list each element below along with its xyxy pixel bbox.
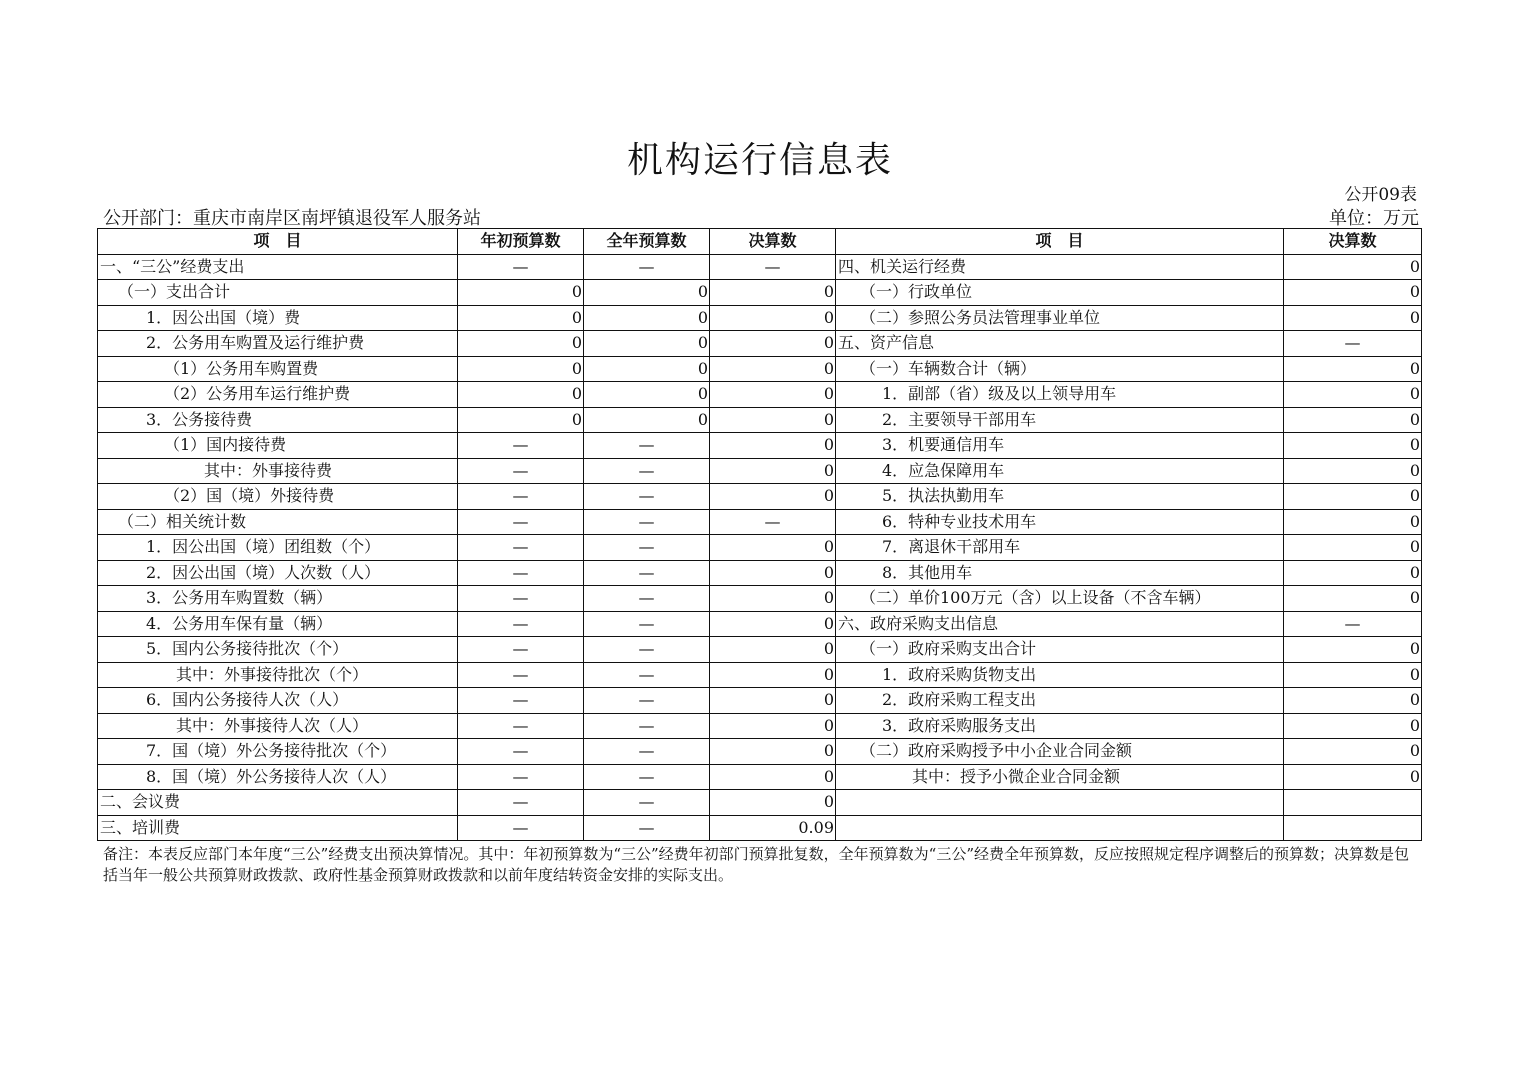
final-cell: 0 <box>710 739 836 765</box>
final-cell: 0 <box>710 790 836 816</box>
left-item-cell: （一）支出合计 <box>98 280 458 306</box>
final-cell: — <box>710 254 836 280</box>
right-item-cell: 3．政府采购服务支出 <box>836 713 1284 739</box>
left-item-cell: （1）公务用车购置费 <box>98 356 458 382</box>
left-item-cell: 7．国（境）外公务接待批次（个） <box>98 739 458 765</box>
table-row <box>98 662 1422 688</box>
table-row <box>98 331 1422 357</box>
initial-budget-cell: — <box>458 254 584 280</box>
full-budget-cell: — <box>584 254 710 280</box>
left-item-cell: 二、会议费 <box>98 790 458 816</box>
full-budget-cell: — <box>584 637 710 663</box>
final-cell: 0 <box>710 331 836 357</box>
left-item-cell: 三、培训费 <box>98 815 458 841</box>
initial-budget-cell: — <box>458 458 584 484</box>
header-right-final: 决算数 <box>1284 229 1422 255</box>
table-row <box>98 790 1422 816</box>
table-row <box>98 815 1422 841</box>
left-item-cell: 4．公务用车保有量（辆） <box>98 611 458 637</box>
page-title: 机构运行信息表 <box>626 140 893 181</box>
final-cell: 0 <box>710 280 836 306</box>
table-row <box>98 535 1422 561</box>
right-final-cell: 0 <box>1284 637 1422 663</box>
left-item-cell: 1．因公出国（境）费 <box>98 305 458 331</box>
initial-budget-cell: 0 <box>458 331 584 357</box>
table-row <box>98 637 1422 663</box>
initial-budget-cell: — <box>458 764 584 790</box>
initial-budget-cell: — <box>458 662 584 688</box>
initial-budget-cell: — <box>458 535 584 561</box>
right-item-cell: 1．副部（省）级及以上领导用车 <box>836 382 1284 408</box>
table-row <box>98 713 1422 739</box>
right-final-cell: 0 <box>1284 560 1422 586</box>
initial-budget-cell: — <box>458 688 584 714</box>
left-item-cell: 2．公务用车购置及运行维护费 <box>98 331 458 357</box>
full-budget-cell: — <box>584 815 710 841</box>
full-budget-cell: — <box>584 433 710 459</box>
right-final-cell: 0 <box>1284 458 1422 484</box>
full-budget-cell: 0 <box>584 382 710 408</box>
right-final-cell: 0 <box>1284 305 1422 331</box>
left-item-cell: 3．公务用车购置数（辆） <box>98 586 458 612</box>
right-item-cell: 其中：授予小微企业合同金额 <box>836 764 1284 790</box>
full-budget-cell: — <box>584 560 710 586</box>
initial-budget-cell: 0 <box>458 382 584 408</box>
right-final-cell: 0 <box>1284 254 1422 280</box>
right-item-cell: 1．政府采购货物支出 <box>836 662 1284 688</box>
right-final-cell: — <box>1284 611 1422 637</box>
right-item-cell: 五、资产信息 <box>836 331 1284 357</box>
final-cell: 0 <box>710 458 836 484</box>
right-item-cell <box>836 790 1284 816</box>
right-item-cell <box>836 815 1284 841</box>
right-final-cell: 0 <box>1284 509 1422 535</box>
info-table <box>97 228 1422 841</box>
initial-budget-cell: — <box>458 790 584 816</box>
right-final-cell: 0 <box>1284 739 1422 765</box>
table-row <box>98 739 1422 765</box>
left-item-cell: 2．因公出国（境）人次数（人） <box>98 560 458 586</box>
initial-budget-cell: — <box>458 560 584 586</box>
header-left-item: 项 目 <box>98 229 458 255</box>
final-cell: 0 <box>710 382 836 408</box>
left-item-cell: 1．因公出国（境）团组数（个） <box>98 535 458 561</box>
final-cell: 0 <box>710 662 836 688</box>
right-item-cell: 5．执法执勤用车 <box>836 484 1284 510</box>
final-cell: 0 <box>710 305 836 331</box>
unit-label: 单位：万元 <box>1329 208 1419 229</box>
left-item-cell: 8．国（境）外公务接待人次（人） <box>98 764 458 790</box>
right-final-cell: 0 <box>1284 688 1422 714</box>
right-item-cell: 2．政府采购工程支出 <box>836 688 1284 714</box>
right-item-cell: 2．主要领导干部用车 <box>836 407 1284 433</box>
footnote: 备注：本表反应部门本年度“三公”经费支出预决算情况。其中：年初预算数为“三公”经费年初部门预算批复数，全年预算数为“三公”经费全年预算数，反应按照规定程序调整后的预算数；决算数是包括当年一般公共预算财政拨款、政府性基金预算财政拨款和以前年度结转资金安排的实际支出。 <box>103 845 1410 884</box>
final-cell: 0 <box>710 484 836 510</box>
right-final-cell <box>1284 790 1422 816</box>
full-budget-cell: — <box>584 611 710 637</box>
right-item-cell: （二）单价100万元（含）以上设备（不含车辆） <box>836 586 1284 612</box>
full-budget-cell: — <box>584 458 710 484</box>
right-final-cell <box>1284 815 1422 841</box>
initial-budget-cell: 0 <box>458 280 584 306</box>
final-cell: 0 <box>710 713 836 739</box>
right-final-cell: 0 <box>1284 433 1422 459</box>
table-row <box>98 688 1422 714</box>
left-item-cell: （1）国内接待费 <box>98 433 458 459</box>
initial-budget-cell: 0 <box>458 305 584 331</box>
table-row <box>98 484 1422 510</box>
final-cell: 0 <box>710 688 836 714</box>
left-item-cell: 6．国内公务接待人次（人） <box>98 688 458 714</box>
initial-budget-cell: — <box>458 509 584 535</box>
right-item-cell: 四、机关运行经费 <box>836 254 1284 280</box>
left-item-cell: 其中：外事接待批次（个） <box>98 662 458 688</box>
header-right-item: 项 目 <box>836 229 1284 255</box>
full-budget-cell: 0 <box>584 331 710 357</box>
initial-budget-cell: — <box>458 586 584 612</box>
full-budget-cell: 0 <box>584 280 710 306</box>
final-cell: 0 <box>710 637 836 663</box>
full-budget-cell: — <box>584 535 710 561</box>
left-item-cell: 一、“三公”经费支出 <box>98 254 458 280</box>
final-cell: 0 <box>710 356 836 382</box>
initial-budget-cell: — <box>458 815 584 841</box>
table-header-row <box>98 229 1422 255</box>
table-row <box>98 560 1422 586</box>
right-final-cell: — <box>1284 331 1422 357</box>
right-item-cell: （一）行政单位 <box>836 280 1284 306</box>
full-budget-cell: — <box>584 764 710 790</box>
full-budget-cell: — <box>584 662 710 688</box>
left-item-cell: 其中：外事接待费 <box>98 458 458 484</box>
final-cell: 0 <box>710 764 836 790</box>
right-final-cell: 0 <box>1284 535 1422 561</box>
initial-budget-cell: — <box>458 611 584 637</box>
full-budget-cell: — <box>584 586 710 612</box>
full-budget-cell: — <box>584 484 710 510</box>
left-item-cell: （2）公务用车运行维护费 <box>98 382 458 408</box>
final-cell: 0 <box>710 407 836 433</box>
initial-budget-cell: — <box>458 713 584 739</box>
final-cell: — <box>710 509 836 535</box>
right-item-cell: 7．离退休干部用车 <box>836 535 1284 561</box>
initial-budget-cell: 0 <box>458 356 584 382</box>
header-full-budget: 全年预算数 <box>584 229 710 255</box>
right-final-cell: 0 <box>1284 662 1422 688</box>
table-row <box>98 586 1422 612</box>
full-budget-cell: 0 <box>584 305 710 331</box>
right-final-cell: 0 <box>1284 764 1422 790</box>
right-final-cell: 0 <box>1284 407 1422 433</box>
right-item-cell: 六、政府采购支出信息 <box>836 611 1284 637</box>
full-budget-cell: — <box>584 688 710 714</box>
right-item-cell: 4．应急保障用车 <box>836 458 1284 484</box>
table-row <box>98 356 1422 382</box>
department-label: 公开部门：重庆市南岸区南坪镇退役军人服务站 <box>103 208 481 229</box>
table-row <box>98 509 1422 535</box>
right-item-cell: 8．其他用车 <box>836 560 1284 586</box>
right-item-cell: （二）政府采购授予中小企业合同金额 <box>836 739 1284 765</box>
initial-budget-cell: — <box>458 433 584 459</box>
final-cell: 0 <box>710 535 836 561</box>
initial-budget-cell: — <box>458 484 584 510</box>
table-row <box>98 305 1422 331</box>
final-cell: 0 <box>710 586 836 612</box>
full-budget-cell: — <box>584 739 710 765</box>
final-cell: 0 <box>710 433 836 459</box>
table-row <box>98 458 1422 484</box>
full-budget-cell: — <box>584 790 710 816</box>
right-final-cell: 0 <box>1284 586 1422 612</box>
left-item-cell: （二）相关统计数 <box>98 509 458 535</box>
table-row <box>98 382 1422 408</box>
right-item-cell: 6．特种专业技术用车 <box>836 509 1284 535</box>
left-item-cell: 5．国内公务接待批次（个） <box>98 637 458 663</box>
right-item-cell: （一）政府采购支出合计 <box>836 637 1284 663</box>
final-cell: 0 <box>710 611 836 637</box>
right-final-cell: 0 <box>1284 713 1422 739</box>
right-final-cell: 0 <box>1284 356 1422 382</box>
right-item-cell: （一）车辆数合计（辆） <box>836 356 1284 382</box>
table-row <box>98 764 1422 790</box>
table-row <box>98 407 1422 433</box>
full-budget-cell: 0 <box>584 407 710 433</box>
header-initial-budget: 年初预算数 <box>458 229 584 255</box>
full-budget-cell: — <box>584 713 710 739</box>
right-final-cell: 0 <box>1284 484 1422 510</box>
full-budget-cell: — <box>584 509 710 535</box>
right-final-cell: 0 <box>1284 280 1422 306</box>
table-row <box>98 254 1422 280</box>
table-row <box>98 611 1422 637</box>
right-item-cell: （二）参照公务员法管理事业单位 <box>836 305 1284 331</box>
right-final-cell: 0 <box>1284 382 1422 408</box>
table-row <box>98 280 1422 306</box>
left-item-cell: 其中：外事接待人次（人） <box>98 713 458 739</box>
initial-budget-cell: — <box>458 739 584 765</box>
initial-budget-cell: — <box>458 637 584 663</box>
header-final: 决算数 <box>710 229 836 255</box>
full-budget-cell: 0 <box>584 356 710 382</box>
final-cell: 0.09 <box>710 815 836 841</box>
table-code: 公开09表 <box>1344 185 1417 205</box>
right-item-cell: 3．机要通信用车 <box>836 433 1284 459</box>
initial-budget-cell: 0 <box>458 407 584 433</box>
final-cell: 0 <box>710 560 836 586</box>
left-item-cell: （2）国（境）外接待费 <box>98 484 458 510</box>
left-item-cell: 3．公务接待费 <box>98 407 458 433</box>
table-row <box>98 433 1422 459</box>
